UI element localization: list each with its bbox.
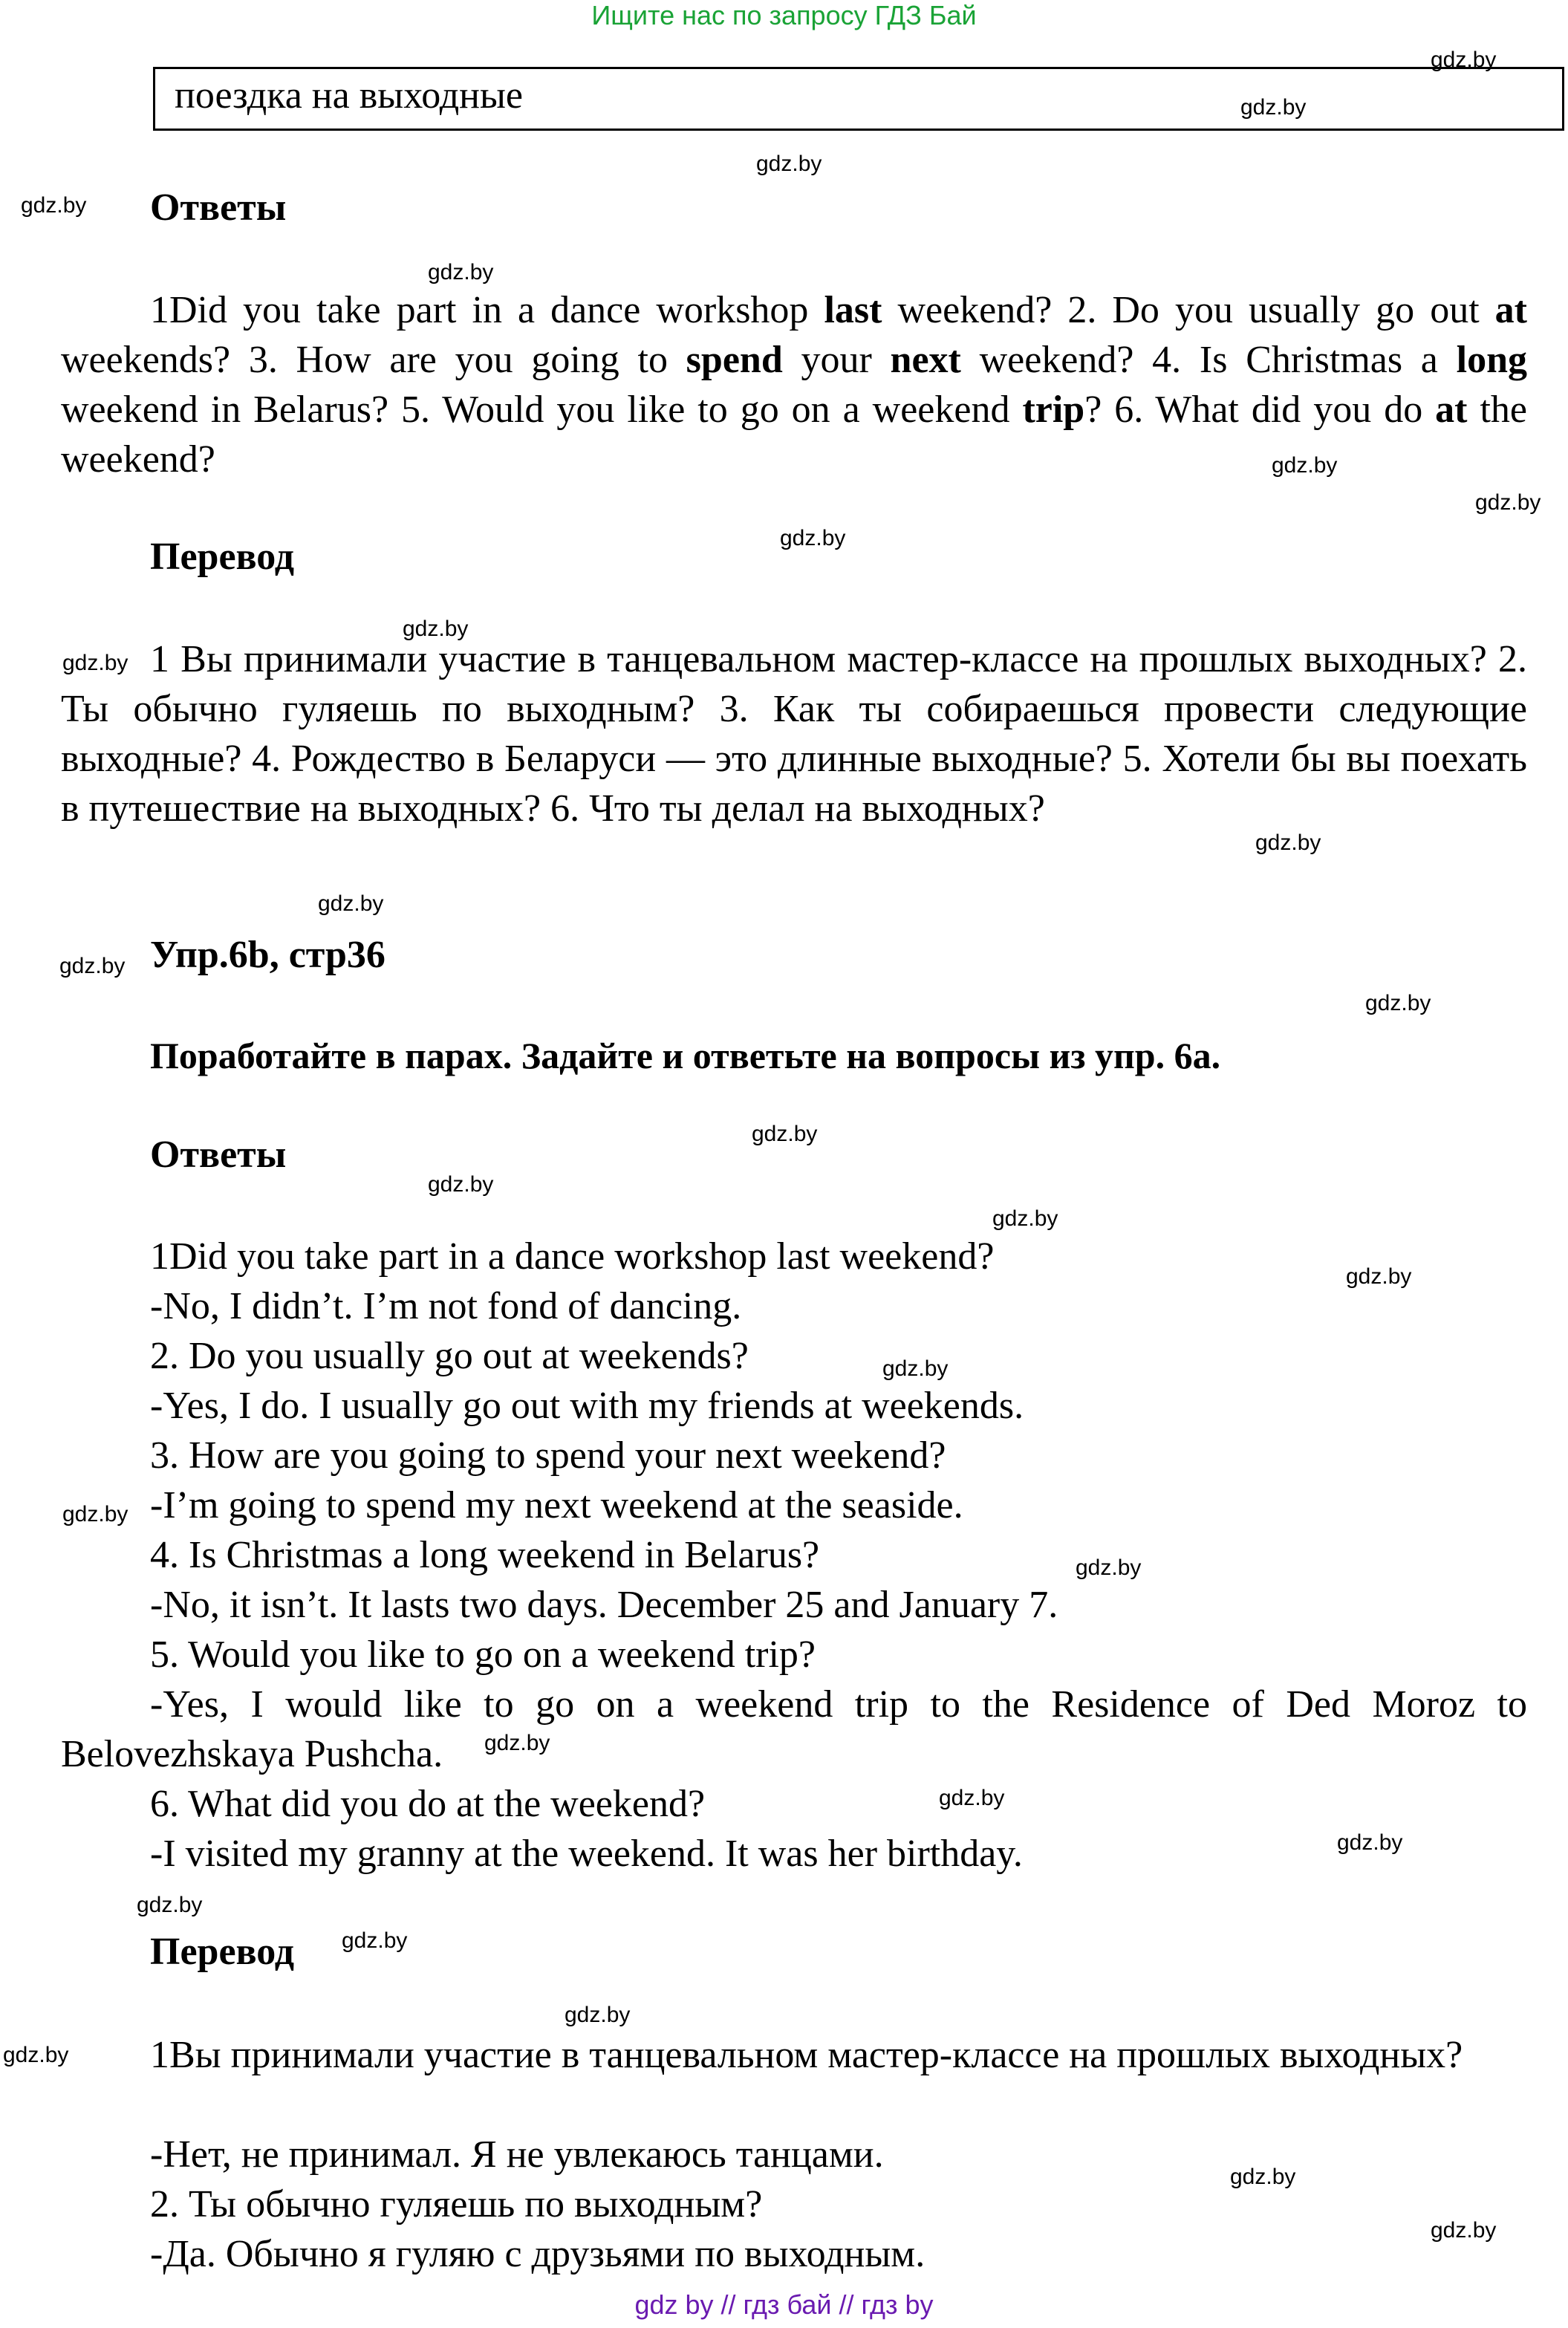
watermark: gdz.by — [1431, 48, 1497, 72]
answers-text-run: weekend in Belarus? 5. Would you like to go on a weekend — [61, 388, 1023, 431]
answers-text-bold: next — [890, 339, 961, 381]
watermark: gdz.by — [752, 1122, 818, 1146]
answers-text-run: weekends? 3. How are you going to — [61, 339, 686, 381]
watermark: gdz.by — [428, 1172, 494, 1197]
translation-paragraph — [61, 634, 1527, 833]
answers-text-run: weekend? 2. Do you usually go out — [882, 289, 1495, 331]
watermark: gdz.by — [1240, 95, 1307, 120]
dialog-line: -I visited my granny at the weekend. It was her birthday. — [150, 1833, 1023, 1875]
watermark: gdz.by — [565, 2003, 631, 2027]
watermark: gdz.by — [1337, 1830, 1403, 1855]
watermark: gdz.by — [780, 526, 846, 550]
watermark: gdz.by — [318, 891, 384, 916]
top-banner: Ищите нас по запросу ГДЗ Бай — [591, 0, 977, 30]
translation-line: -Нет, не принимал. Я не увлекаюсь танцами. — [150, 2133, 884, 2176]
answers-text-bold: at — [1435, 388, 1468, 431]
dialog-paragraph — [61, 1680, 1527, 1779]
watermark: gdz.by — [59, 954, 126, 978]
watermark: gdz.by — [3, 2043, 69, 2067]
watermark: gdz.by — [137, 1893, 203, 1917]
watermark: gdz.by — [1230, 2165, 1296, 2189]
dialog-line: -No, I didn’t. I’m not fond of dancing. — [150, 1285, 742, 1327]
watermark: gdz.by — [1431, 2218, 1497, 2243]
dialog-line: 2. Do you usually go out at weekends? — [150, 1335, 749, 1377]
answers-text-run: your — [782, 339, 891, 381]
watermark: gdz.by — [62, 651, 129, 675]
translation-paragraph-2 — [61, 2030, 1527, 2080]
watermark: gdz.by — [1475, 490, 1541, 515]
answers-text-run: ? 6. What did you do — [1084, 388, 1436, 431]
watermark: gdz.by — [62, 1502, 129, 1526]
dialog-line: 4. Is Christmas a long weekend in Belarus? — [150, 1534, 820, 1576]
answers-text-bold: trip — [1022, 388, 1085, 431]
answer-box — [153, 67, 1564, 131]
section-heading-answers-2: Ответы — [150, 1134, 287, 1176]
translation-line: 2. Ты обычно гуляешь по выходным? — [150, 2183, 763, 2225]
footer-links[interactable]: gdz by // гдз бай // гдз by — [634, 2289, 934, 2320]
answers-text-bold: last — [824, 289, 882, 331]
section-heading-answers: Ответы — [150, 186, 287, 229]
translation-text: 1 Вы принимали участие в танцевальном мастер-классе на прошлых выходных? 2. Ты обычно гуляешь по выходным? 3. Как ты собираешься провести следующие выходные? 4. Рождество в Беларуси — это длинные выходные? 5. Хотели бы вы поехать в путешествие на выходных? 6. Что ты делал на выходных? — [61, 638, 1527, 830]
watermark: gdz.by — [882, 1356, 949, 1381]
answers-text-bold: spend — [686, 339, 783, 381]
dialog-line: -I’m going to spend my next weekend at the seaside. — [150, 1484, 963, 1526]
translation-paragraph-2-text: 1Вы принимали участие в танцевальном мастер-классе на прошлых выходных? — [150, 2034, 1463, 2076]
dialog-line: 1Did you take part in a dance workshop last weekend? — [150, 1235, 995, 1278]
watermark: gdz.by — [21, 193, 87, 218]
dialog-line: -No, it isn’t. It lasts two days. December 25 and January 7. — [150, 1584, 1058, 1626]
watermark: gdz.by — [756, 152, 822, 176]
translation-line: -Да. Обычно я гуляю с друзьями по выходным. — [150, 2233, 925, 2275]
watermark: gdz.by — [1076, 1555, 1142, 1580]
answer-box-text: поездка на выходные — [175, 74, 524, 117]
answers-text-run: the weekend? — [61, 388, 1527, 481]
watermark: gdz.by — [1272, 453, 1338, 478]
exercise-title: Упр.6b, стр36 — [150, 934, 386, 976]
watermark: gdz.by — [342, 1928, 408, 1953]
watermark: gdz.by — [484, 1731, 550, 1755]
watermark: gdz.by — [428, 260, 494, 285]
answers-text-run: weekend? 4. Is Christmas a — [960, 339, 1457, 381]
watermark: gdz.by — [1346, 1264, 1412, 1289]
dialog-line: 3. How are you going to spend your next weekend? — [150, 1434, 946, 1477]
watermark: gdz.by — [992, 1206, 1058, 1231]
dialog-paragraph-text: -Yes, I would like to go on a weekend trip to the Residence of Ded Moroz to Belovezhskaya Pushcha. — [61, 1683, 1527, 1775]
watermark: gdz.by — [1255, 830, 1321, 855]
dialog-line: -Yes, I do. I usually go out with my friends at weekends. — [150, 1385, 1024, 1427]
section-heading-translation-2: Перевод — [150, 1931, 295, 1973]
answers-text-bold: long — [1456, 339, 1527, 381]
exercise-task: Поработайте в парах. Задайте и ответьте на вопросы из упр. 6а. — [150, 1035, 1221, 1076]
answers-text-bold: at — [1494, 289, 1527, 331]
answers-text — [61, 289, 1527, 481]
watermark: gdz.by — [1365, 991, 1431, 1015]
dialog-line: 6. What did you do at the weekend? — [150, 1783, 706, 1825]
watermark: gdz.by — [403, 617, 469, 641]
answers-text-run: 1Did you take part in a dance workshop — [150, 289, 824, 331]
dialog-line: 5. Would you like to go on a weekend trip? — [150, 1633, 816, 1676]
section-heading-translation: Перевод — [150, 536, 295, 578]
watermark: gdz.by — [939, 1786, 1005, 1810]
